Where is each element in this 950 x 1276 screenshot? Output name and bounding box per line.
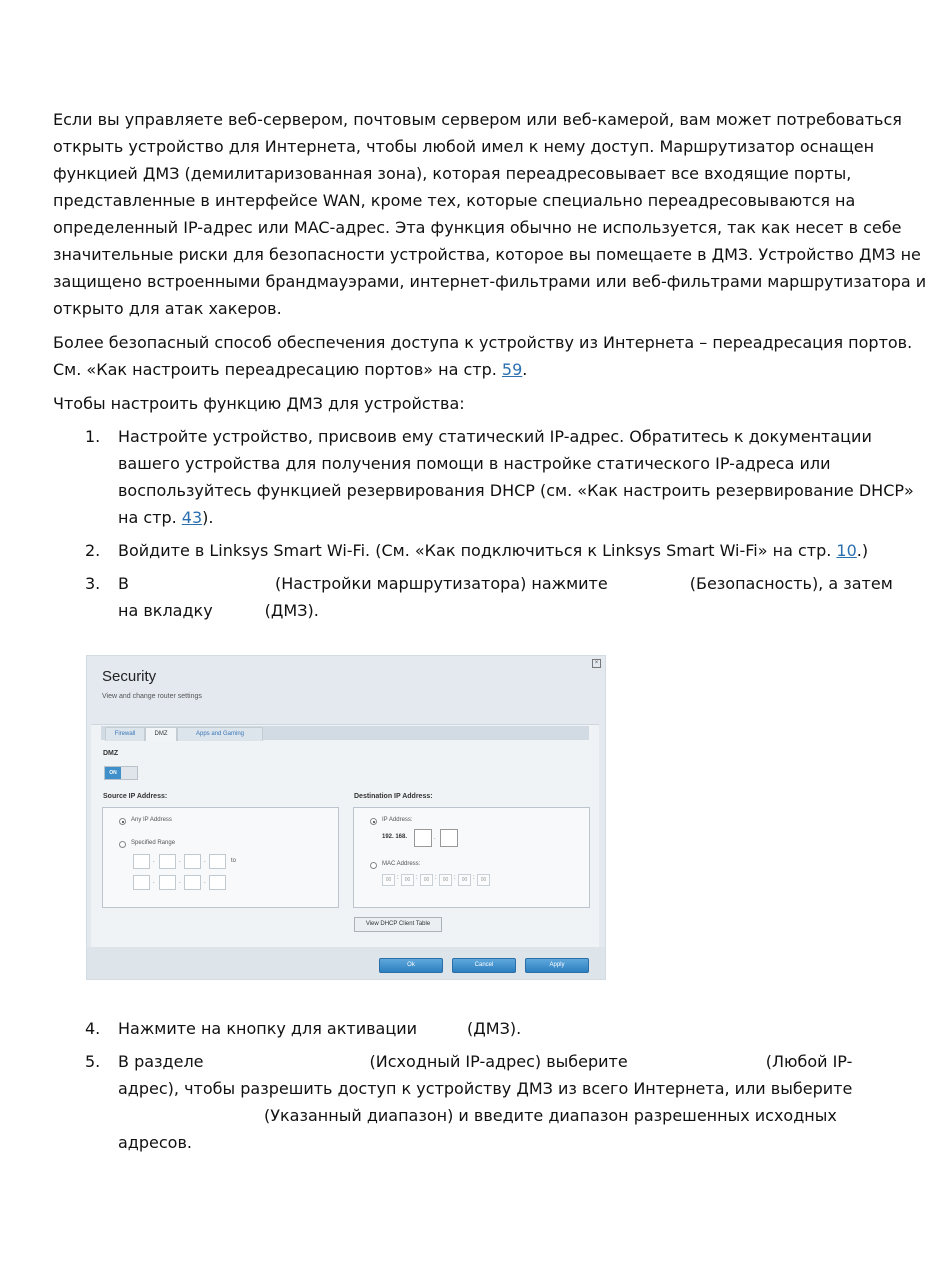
range-start-octet-3[interactable] (184, 854, 201, 869)
steps-intro: Чтобы настроить функцию ДМЗ для устройства: (53, 394, 465, 413)
mac-address-radio[interactable] (370, 862, 377, 869)
close-icon[interactable]: × (592, 659, 601, 668)
security-screenshot (86, 655, 606, 980)
specified-range-radio[interactable] (119, 841, 126, 848)
range-start-octet-1[interactable] (133, 854, 150, 869)
toggle-on-label: ON (105, 767, 121, 779)
step-1-number: 1. (85, 427, 101, 446)
mac-field-5[interactable]: 00 (458, 874, 471, 886)
dest-ip-octet-4[interactable] (440, 829, 458, 847)
step-5-text (118, 1048, 928, 1156)
ip-address-label: IP Address: (382, 817, 413, 823)
range-end-octet-1[interactable] (133, 875, 150, 890)
step-5-part-e: (Указанный диапазон) и введите диапазон разрешенных исходных (264, 1106, 837, 1125)
step-5-part-b: (Исходный IP-адрес) выберите (369, 1052, 628, 1071)
step-3-part-a: В (118, 574, 129, 593)
tab-dmz[interactable]: DMZ (145, 727, 177, 741)
mac-field-1[interactable]: 00 (382, 874, 395, 886)
page-43-link[interactable]: 43 (181, 508, 203, 527)
tab-apps-and-gaming[interactable]: Apps and Gaming (177, 727, 263, 741)
range-start-octet-2[interactable] (159, 854, 176, 869)
range-to-label: to (231, 858, 237, 864)
step-4-text (118, 1015, 928, 1042)
mac-address-label: MAC Address: (382, 861, 421, 867)
mac-field-2[interactable]: 00 (401, 874, 414, 886)
step-1-text (118, 423, 928, 531)
tab-firewall[interactable]: Firewall (105, 727, 145, 741)
dmz-toggle[interactable] (104, 766, 138, 780)
step-4-part-b: (ДМЗ). (467, 1019, 522, 1038)
step-5-number: 5. (85, 1052, 101, 1071)
step-3-number: 3. (85, 574, 101, 593)
page-59-link[interactable]: 59 (501, 360, 523, 379)
step-2-end: .) (856, 541, 869, 560)
step-2-text (118, 537, 928, 564)
step-2-body: Войдите в Linksys Smart Wi-Fi. (См. «Как подключиться к Linksys Smart Wi-Fi» на стр. (118, 541, 837, 560)
ok-button[interactable]: Ok (379, 958, 443, 973)
destination-ip-label: Destination IP Address: (354, 793, 433, 800)
step-3-part-b: (Настройки маршрутизатора) нажмите (274, 574, 608, 593)
step-1-end: ). (202, 508, 214, 527)
step-5-part-f: адресов. (118, 1133, 192, 1152)
step-3-text (118, 570, 928, 624)
source-ip-box: Any IP Address Specified Range . . . to . . . (102, 807, 339, 908)
specified-range-label: Specified Range (131, 840, 176, 846)
cancel-button[interactable]: Cancel (452, 958, 516, 973)
range-end-octet-3[interactable] (184, 875, 201, 890)
step-3-part-c: (Безопасность), а затем (689, 574, 893, 593)
any-ip-label: Any IP Address (131, 817, 172, 823)
destination-ip-box: IP Address: 192. 168. . MAC Address: 00 : 00 : 00 : 00 : 00 : 00 (353, 807, 590, 908)
step-5-part-a: В разделе (118, 1052, 204, 1071)
dest-ip-octet-3[interactable] (414, 829, 432, 847)
dmz-label: DMZ (103, 750, 119, 757)
security-subtitle: View and change router settings (102, 693, 202, 700)
range-end-octet-2[interactable] (159, 875, 176, 890)
mac-field-6[interactable]: 00 (477, 874, 490, 886)
port-forwarding-paragraph (53, 329, 938, 383)
source-ip-label: Source IP Address: (103, 793, 168, 800)
step-4-number: 4. (85, 1019, 101, 1038)
mac-field-3[interactable]: 00 (420, 874, 433, 886)
ip-prefix: 192. 168. (382, 834, 408, 840)
step-3-part-d: на вкладку (118, 601, 213, 620)
range-start-octet-4[interactable] (209, 854, 226, 869)
apply-button[interactable]: Apply (525, 958, 589, 973)
step-2-number: 2. (85, 541, 101, 560)
step-1-body: Настройте устройство, присвоив ему статический IP-адрес. Обратитесь к документации вашего устройства для получения помощи в настройке статического IP-адреса или воспользуйтесь функцией резервирования DHCP (см. «Как настроить резервирование DHCP» на стр. (118, 427, 914, 527)
intro-paragraph: Если вы управляете веб-сервером, почтовым сервером или веб-камерой, вам может потребоваться открыть устройство для Интернета, чтобы любой имел к нему доступ. Маршрутизатор оснащен функцией ДМЗ (демилитаризованная зона), которая переадресовывает все входящие порты, представленные в интерфейсе WAN, кроме тех, которые специально переадресовываются на определенный IP-адрес или MAC-адрес. Эта функция обычно не используется, так как несет в себе значительные риски для безопасности устройства, которое вы помещаете в ДМЗ. Устройство ДМЗ не защищено встроенными брандмауэрами, интернет-фильтрами или веб-фильтрами маршрутизатора и открыто для атак хакеров. (53, 110, 927, 318)
p2-text: Более безопасный способ обеспечения доступа к устройству из Интернета – переадресация портов. См. «Как настроить переадресацию портов» на стр. (53, 333, 913, 379)
p2-end: . (522, 360, 528, 379)
step-4-part-a: Нажмите на кнопку для активации (118, 1019, 418, 1038)
mac-field-4[interactable]: 00 (439, 874, 452, 886)
ip-address-radio[interactable] (370, 818, 377, 825)
view-dhcp-client-table-button[interactable]: View DHCP Client Table (354, 917, 442, 932)
step-5-part-d: адрес), чтобы разрешить доступ к устройству ДМЗ из всего Интернета, или выберите (118, 1079, 853, 1098)
any-ip-radio[interactable] (119, 818, 126, 825)
step-5-part-c: (Любой IP- (765, 1052, 853, 1071)
page-10-link[interactable]: 10 (836, 541, 857, 560)
range-end-octet-4[interactable] (209, 875, 226, 890)
security-title: Security (102, 668, 157, 685)
step-3-part-e: (ДМЗ). (264, 601, 319, 620)
